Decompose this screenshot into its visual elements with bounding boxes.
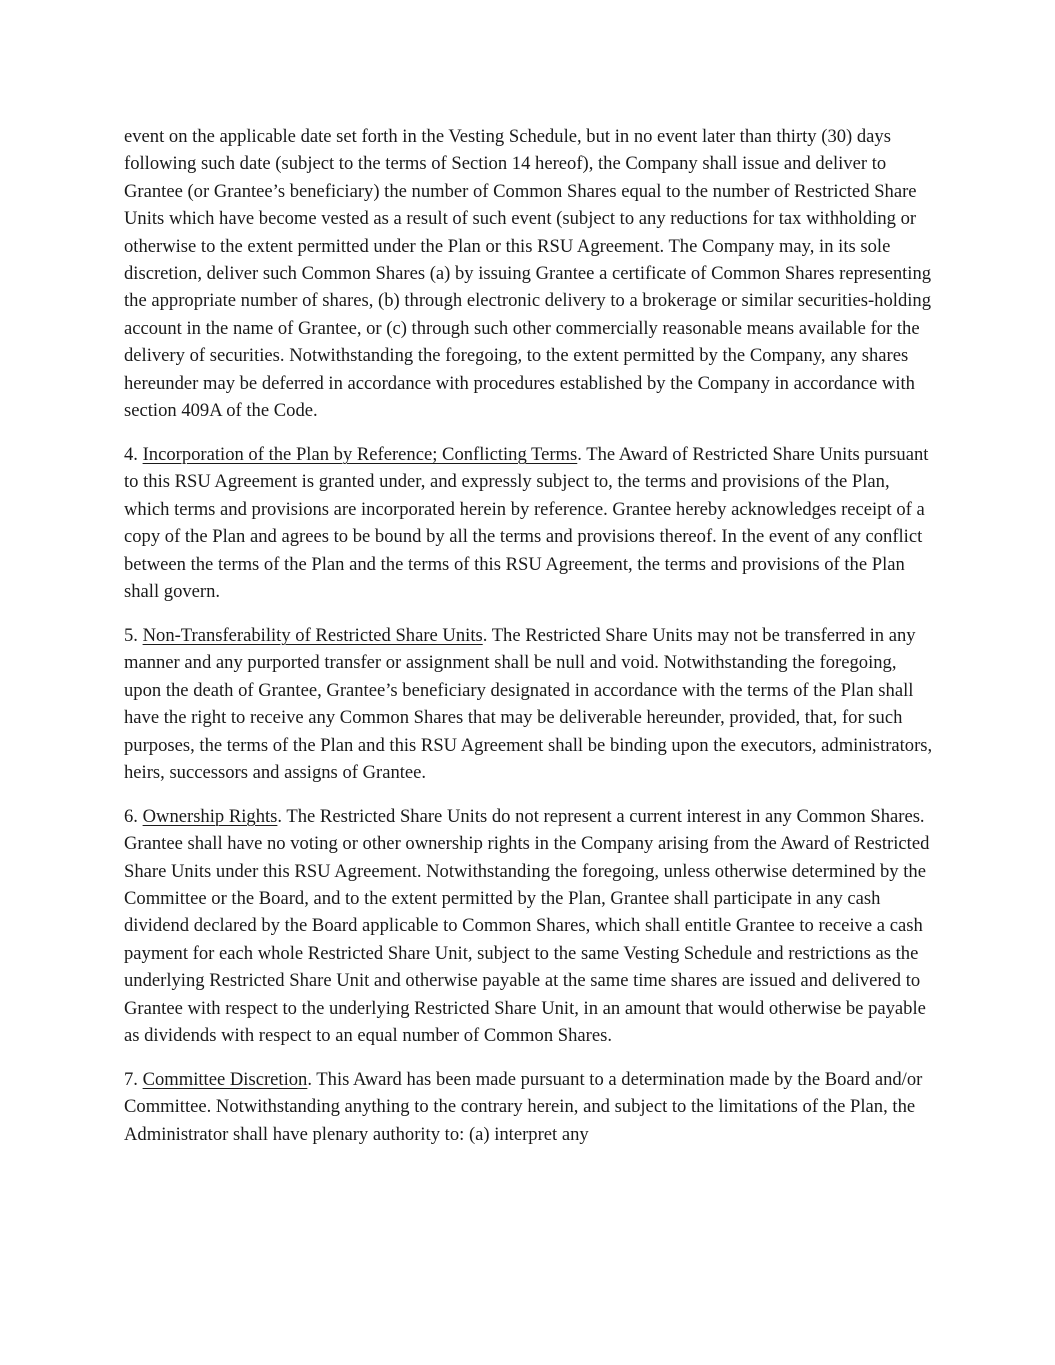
paragraph-text: . This Award has been made pursuant to a determination made by the Board and/or Committee. Notwithstanding anything to the contrary herein, and subject to the limitations of the Plan, the Administrator shall have plenary authority to: (a) interpret any <box>124 1069 923 1145</box>
paragraph-number: 7. <box>124 1069 143 1090</box>
section-4-paragraph <box>124 441 934 605</box>
paragraph-number: 5. <box>124 624 143 646</box>
document-page <box>124 123 934 1165</box>
paragraph-text: . The Award of Restricted Share Units pursuant to this RSU Agreement is granted under, and expressly subject to, the terms and provisions of the Plan, which terms and provisions are incorporated herein by reference. Grantee hereby acknowledges receipt of a copy of the Plan and agrees to be bound by all the terms and provisions thereof. In the event of any conflict between the terms of the Plan and the terms of this RSU Agreement, the terms and provisions of the Plan shall govern. <box>124 443 929 602</box>
section-7-paragraph <box>124 1066 934 1148</box>
paragraph-number: 4. <box>124 443 143 465</box>
section-5-paragraph <box>124 622 934 786</box>
paragraph-text: event on the applicable date set forth in the Vesting Schedule, but in no event later than thirty (30) days following such date (subject to the terms of Section 14 hereof), the Company shall issue and deliver to Grantee (or Grantee’s beneficiary) the number of Common Shares equal to the number of Restricted Share Units which have become vested as a result of such event (subject to any reductions for tax withholding or otherwise to the extent permitted under the Plan or this RSU Agreement. The Company may, in its sole discretion, deliver such Common Shares (a) by issuing Grantee a certificate of Common Shares representing the appropriate number of shares, (b) through electronic delivery to a brokerage or similar securities-holding account in the name of Grantee, or (c) through such other commercially reasonable means available for the delivery of securities. Notwithstanding the foregoing, to the extent permitted by the Company, any shares hereunder may be deferred in accordance with procedures established by the Company in accordance with section 409A of the Code. <box>124 126 932 422</box>
paragraph-continuation <box>124 123 934 424</box>
section-heading: Ownership Rights <box>142 805 278 827</box>
section-heading: Non-Transferability of Restricted Share Units <box>142 624 483 646</box>
paragraph-text: . The Restricted Share Units do not represent a current interest in any Common Shares. Grantee shall have no voting or other ownership rights in the Company arising from the Award of Restricted Share Units under this RSU Agreement. Notwithstanding the foregoing, unless otherwise determined by the Committee or the Board, and to the extent permitted by the Plan, Grantee shall participate in any cash dividend declared by the Board applicable to Common Shares, which shall entitle Grantee to receive a cash payment for each whole Restricted Share Unit, subject to the same Vesting Schedule and restrictions as the underlying Restricted Share Unit and otherwise payable at the same time shares are issued and delivered to Grantee with respect to the underlying Restricted Share Unit, in an amount that would otherwise be payable as dividends with respect to an equal number of Common Shares. <box>124 805 930 1047</box>
paragraph-text: . The Restricted Share Units may not be transferred in any manner and any purported transfer or assignment shall be null and void. Notwithstanding the foregoing, upon the death of Grantee, Grantee’s beneficiary designated in accordance with the terms of the Plan shall have the right to receive any Common Shares that may be deliverable hereunder, provided, that, for such purposes, the terms of the Plan and this RSU Agreement shall be binding upon the executors, administrators, heirs, successors and assigns of Grantee. <box>124 624 933 783</box>
section-6-paragraph <box>124 803 934 1050</box>
section-heading: Incorporation of the Plan by Reference; Conflicting Terms <box>142 443 578 465</box>
paragraph-number: 6. <box>124 805 143 827</box>
section-heading: Committee Discretion <box>142 1069 308 1090</box>
